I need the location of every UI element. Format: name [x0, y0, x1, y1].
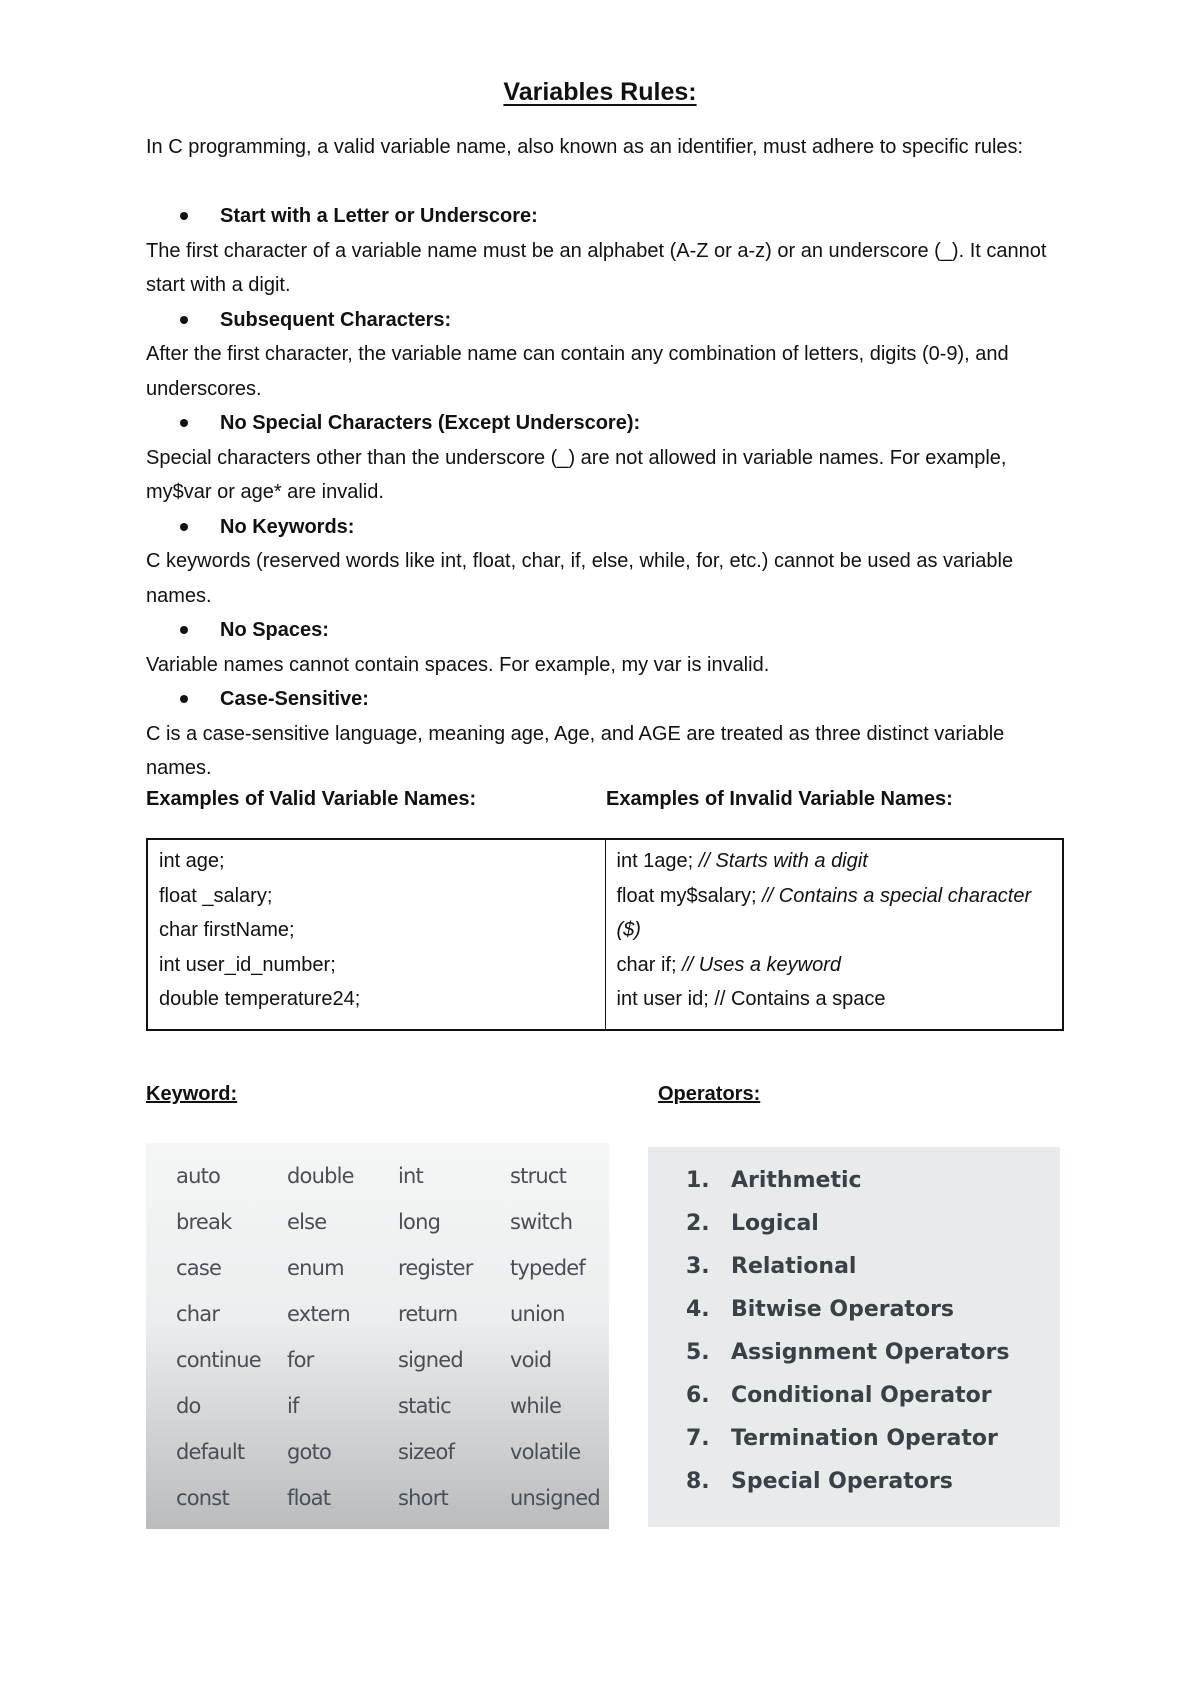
keyword: if [287, 1394, 299, 1418]
rule-text: The first character of a variable name must be an alphabet (A-Z or a-z) or an underscore (_). It cannot start with a digit. [146, 239, 1047, 296]
rule-heading: Case-Sensitive: [220, 688, 369, 710]
valid-example: int user_id_number; [159, 953, 336, 976]
valid-example: char firstName; [159, 919, 295, 941]
operator-item: 3. Relational [686, 1254, 857, 1279]
keyword: case [176, 1256, 222, 1280]
operator-item: 4. Bitwise Operators [686, 1297, 955, 1322]
rule-heading: No Keywords: [220, 515, 355, 538]
valid-example: int age; [159, 850, 225, 872]
keyword: do [176, 1394, 201, 1418]
keyword: goto [287, 1440, 332, 1464]
rule-item [146, 406, 1066, 510]
operators-image [648, 1147, 1060, 1527]
operator-item: 7. Termination Operator [686, 1426, 998, 1451]
keyword: static [398, 1394, 451, 1418]
keyword: int [398, 1164, 423, 1188]
keyword: long [398, 1210, 441, 1234]
invalid-example [617, 982, 1052, 1017]
bullet-icon [180, 523, 188, 531]
rule-text: Special characters other than the underscore (_) are not allowed in variable names. For example, my$var or age* are invalid. [146, 446, 1007, 503]
invalid-example [617, 879, 1052, 948]
keyword: union [510, 1302, 565, 1326]
keyword: else [287, 1210, 327, 1234]
rule-item [146, 682, 1066, 786]
rules-list [146, 199, 1066, 786]
examples-table [146, 838, 1064, 1031]
rule-heading: No Special Characters (Except Underscore): [220, 412, 641, 434]
bullet-icon [180, 316, 188, 324]
keyword: signed [398, 1348, 463, 1372]
rule-item [146, 199, 1066, 303]
keyword: volatile [510, 1440, 581, 1464]
intro-paragraph: In C programming, a valid variable name, also known as an identifier, must adhere to specific rules: [146, 136, 1024, 158]
invalid-example [617, 948, 1052, 983]
operator-item: 8. Special Operators [686, 1469, 953, 1494]
invalid-example [617, 844, 1052, 879]
valid-examples-heading: Examples of Valid Variable Names: [146, 788, 477, 810]
valid-example: float _salary; [159, 884, 273, 907]
operator-item: 2. Logical [686, 1211, 819, 1236]
keyword: short [398, 1486, 448, 1510]
keyword: register [398, 1256, 473, 1280]
keyword: const [176, 1486, 229, 1510]
rule-heading: Subsequent Characters: [220, 308, 452, 331]
operator-item: 6. Conditional Operator [686, 1383, 992, 1408]
operator-item: 1. Arithmetic [686, 1168, 862, 1193]
operators-heading: Operators: [658, 1083, 761, 1105]
keywords-image [146, 1143, 609, 1529]
rule-item [146, 303, 1066, 407]
keyword: void [510, 1348, 552, 1372]
keyword-heading: Keyword: [146, 1083, 238, 1105]
rule-text: After the first character, the variable name can contain any combination of letters, digits (0-9), and underscores. [146, 343, 1009, 400]
invalid-comment: // Starts with a digit [698, 850, 868, 872]
keyword: float [287, 1486, 331, 1510]
bullet-icon [180, 626, 188, 634]
keyword: default [176, 1440, 245, 1464]
keyword: for [287, 1348, 314, 1372]
rule-item [146, 613, 1066, 682]
bullet-icon [180, 212, 188, 220]
page-title: Variables Rules: [503, 78, 697, 106]
keyword: sizeof [398, 1440, 455, 1464]
invalid-code: char if; [616, 953, 683, 976]
rule-text: C is a case-sensitive language, meaning age, Age, and AGE are treated as three distinct variable names. [146, 722, 1005, 779]
rule-text: C keywords (reserved words like int, float, char, if, else, while, for, etc.) cannot be used as variable names. [146, 550, 1014, 607]
operator-item: 5. Assignment Operators [686, 1340, 1010, 1365]
rule-heading: Start with a Letter or Underscore: [220, 205, 538, 227]
bullet-icon [180, 419, 188, 427]
invalid-code: int user id; // Contains a space [616, 988, 886, 1010]
keyword: switch [510, 1210, 573, 1234]
keyword: double [287, 1164, 354, 1188]
keyword: char [176, 1302, 220, 1326]
keyword: unsigned [510, 1486, 600, 1510]
keyword: return [398, 1302, 458, 1326]
rule-heading: No Spaces: [220, 619, 329, 641]
keyword: struct [510, 1164, 567, 1188]
keyword: auto [176, 1164, 221, 1188]
invalid-code: float my$salary; [616, 884, 763, 907]
invalid-comment: // Contains a special character ($) [616, 884, 1032, 941]
invalid-comment: // Uses a keyword [682, 953, 842, 976]
keyword: break [176, 1210, 232, 1234]
keyword: while [510, 1394, 562, 1418]
rule-item [146, 510, 1066, 614]
invalid-code: int 1age; [616, 850, 699, 872]
valid-example: double temperature24; [159, 988, 361, 1010]
bullet-icon [180, 695, 188, 703]
keyword: continue [176, 1348, 261, 1372]
invalid-examples-heading: Examples of Invalid Variable Names: [606, 788, 953, 810]
rule-text: Variable names cannot contain spaces. For example, my var is invalid. [146, 653, 770, 676]
invalid-examples-cell [606, 840, 1063, 1029]
valid-examples-cell [148, 840, 606, 1029]
keyword: typedef [510, 1256, 585, 1280]
keyword: enum [287, 1256, 344, 1280]
keyword: extern [287, 1302, 350, 1326]
